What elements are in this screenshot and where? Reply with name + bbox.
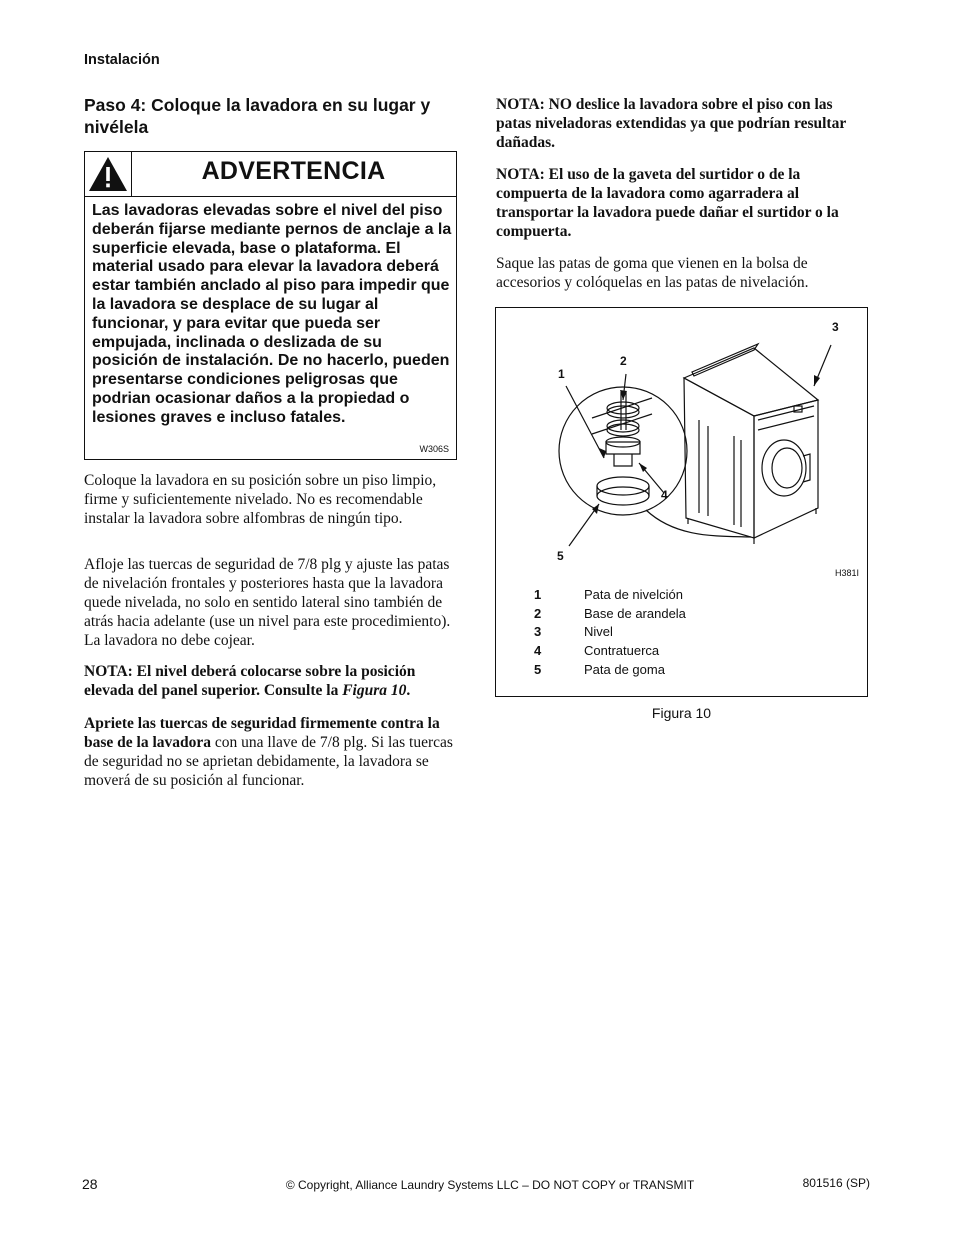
legend-number: 1 [534,587,542,602]
note-level-end: . [406,682,411,699]
legend-label: Pata de goma [584,661,665,677]
legend-label: Nivel [584,624,613,640]
callout-5: 5 [557,549,564,563]
legend-item [534,662,686,681]
step-title: Paso 4: Coloque la lavadora en su lugar y nivélela [84,95,431,137]
document-number: 801516 (SP) [802,1176,870,1190]
legend-number: 5 [534,661,542,677]
callout-1: 1 [558,367,565,381]
legend-label: Base de arandela [584,605,686,621]
section-header: Instalación [84,52,160,68]
callout-4: 4 [661,488,668,502]
legend-number: 4 [534,643,542,659]
callout-3: 3 [832,320,839,334]
legend-label: Contratuerca [584,643,660,659]
figure-10-box [495,307,868,697]
legend-item [534,606,686,625]
figure-reference-link[interactable]: Figura 10 [342,682,407,699]
warning-triangle-icon [85,152,132,196]
legend-number: 2 [534,605,542,621]
paragraph-leveling: Afloje las tuercas de seguridad de 7/8 plg y ajuste las patas de nivelación frontales y posteriores hasta que la lavadora quede nivelada, no solo en sentido lateral sino también de atrás hacia adelante (use un nivel para este procedimiento). La lavadora no debe cojear. [84,556,451,649]
copyright-notice: © Copyright, Alliance Laundry Systems LLC – DO NOT COPY or TRANSMIT [285,1178,695,1192]
figure-code: H381I [834,568,859,578]
legend-item [534,587,686,606]
note-drawer-door: NOTA: El uso de la gaveta del surtidor o de la compuerta de la lavadora como agarradera al transportar la lavadora puede dañar el surtidor o la compuerta. [496,166,839,240]
washer-leveling-illustration [496,308,869,578]
paragraph-placement: Coloque la lavadora en su posición sobre un piso limpio, firme y suficientemente nivelado. No es recomendable instalar la lavadora sobre alfombras de ningún tipo. [84,472,437,527]
legend-number: 3 [534,624,542,640]
paragraph-tighten [84,714,459,790]
paragraph-rubber-feet: Saque las patas de goma que vienen en la bolsa de accesorios y colóquelas en las patas de nivelación. [496,255,809,291]
warning-box [84,151,457,460]
figure-legend [534,587,686,680]
legend-item [534,643,686,662]
warning-code: W306S [419,444,449,454]
warning-header [85,152,456,197]
note-level-position [84,662,459,700]
legend-item [534,624,686,643]
callout-2: 2 [620,354,627,368]
legend-label: Pata de nivelción [584,587,684,602]
warning-title: ADVERTENCIA [201,157,386,185]
note-no-slide: NOTA: NO deslice la lavadora sobre el piso con las patas niveladoras extendidas ya que podrían resultar dañadas. [496,96,846,151]
figure-caption: Figura 10 [651,705,712,721]
note-level-text: NOTA: El nivel deberá colocarse sobre la posición elevada del panel superior. Consulte la [84,663,416,699]
tighten-bold-text: Apriete las tuercas de seguridad firmemente contra la base de la lavadora [84,715,440,751]
tighten-rest-text: con una llave de 7/8 plg. Si las tuercas de seguridad no se aprietan debidamente, la lavadora se moverá de su posición al funcionar. [84,734,453,789]
warning-text: Las lavadoras elevadas sobre el nivel del piso deberán fijarse mediante pernos de anclaje a la superficie elevada, base o plataforma. El material usado para elevar la lavadora deberá estar también anclado al piso para impedir que la lavadora se desplace de su lugar al funcionar, y para evitar que pueda ser empujada, inclinada o deslizada de su posición de instalación. De no hacerlo, pueden presentarse condiciones peligrosas que podrian ocasionar daños a la propiedad o lesiones graves e incluso fatales. [92,202,452,426]
page-number: 28 [82,1176,98,1192]
